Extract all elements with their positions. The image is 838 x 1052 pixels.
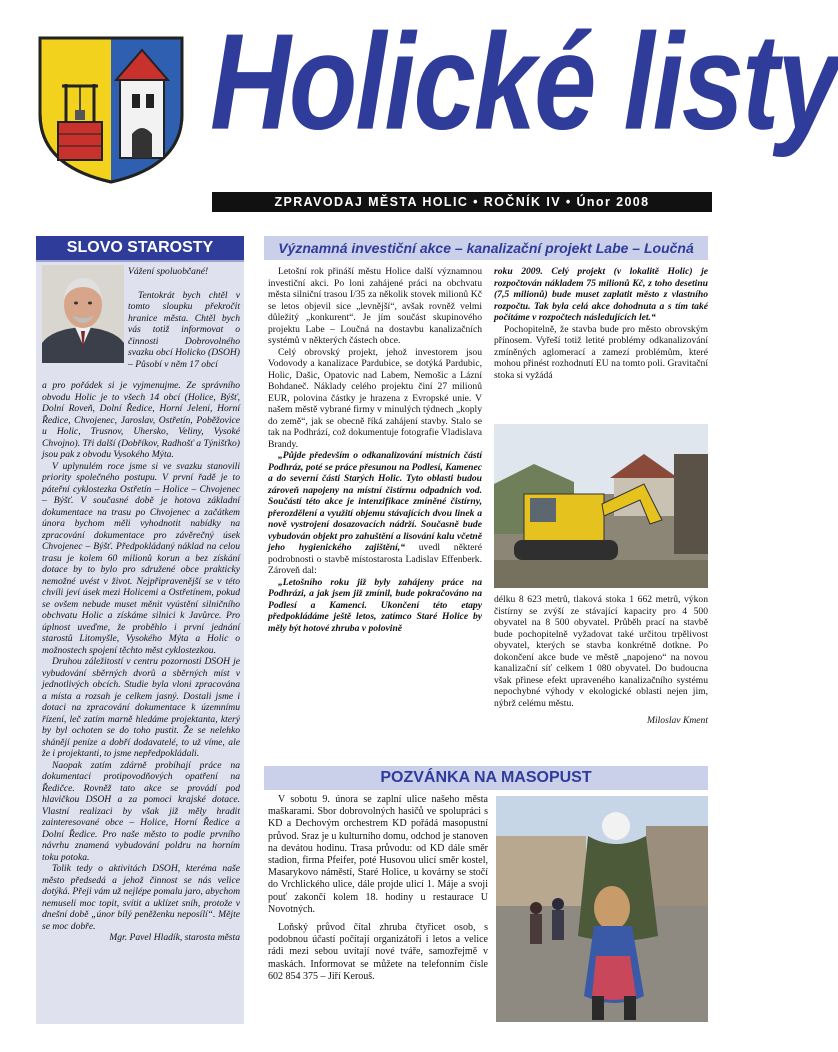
investice-quote-end: roku 2009. Celý projekt (v lokalitě Holic) je rozpočtován nákladem 75 milionů Kč, z toho desetinu (7,5 milionů) bude muset zaplatit město z vlastního rozpočtu. Tak byla celá akce dohodnuta a s tím také počítáme v rozpočtech následujících let.“ bbox=[494, 266, 708, 323]
masthead-title: Holické listy bbox=[210, 5, 838, 158]
investice-left-column bbox=[268, 266, 482, 634]
investice-quote-tail: uvedl některé podrobnosti o stavbě místostarosta Ladislav Effenberk. Zároveň dal: bbox=[268, 542, 482, 576]
slovo-greeting: Vážení spoluobčané! bbox=[128, 266, 209, 277]
slovo-paragraph: Tolik tedy o aktivitách DSOH, kteréma naše město předsedá a jehož činnost se nás velice dotýká. Přeji vám už nejlépe pomalu jaro, abychom nemuseli moc topit, svítit a uklízet sníh, protože v dnešní době „únor bílý peněženku neposílí“. Mějte se moc dobře. bbox=[42, 863, 240, 932]
masopust-photo bbox=[496, 796, 708, 1022]
masthead-subtitle-bar: ZPRAVODAJ MĚSTA HOLIC • ROČNÍK IV • Únor 2008 bbox=[212, 192, 712, 212]
investice-right-column bbox=[494, 266, 708, 381]
slovo-paragraph: Druhou záležitostí v centru pozornosti DSOH je vybudování sběrných dvorů a sběrných míst v jednotlivých obcích. Studie byla vloni zpracována a místa a rozsah je celkem jasný. Dostali jsme i dotaci na zpracování dokumentace k územnímu řízení, leč zatím marně hledáme projektanta, který by byl ochoten se do toho pustit. Že se nelehko shánějí peníze a dobří dodavatelé, to už víme, ale že i projektanti, to jsme nepředpokládali. bbox=[42, 656, 240, 759]
investice-quote-2: „Letošního roku již byly zahájeny práce na Podhrázi, a jak jsem již zmínil, bude pokračováno na Podlesí a Kamenci. Ukončení této etapy předpokládáme ještě letos, zatímco Staré Holice by měly být hotové zhruba v polovině bbox=[268, 576, 482, 634]
town-crest-icon bbox=[36, 34, 186, 184]
masopust-paragraph: Loňský průvod čítal zhruba čtyřicet osob, s podobnou účastí počítají organizátoři i letos a velice rádi mezi sebou uvítají nové tváře, samozřejmě v maskách. Informovat se můžete na telefonním čísle 602 854 375 – Jiří Kerouš. bbox=[268, 922, 488, 982]
section-heading-investice: Významná investiční akce – kanalizační projekt Labe – Loučná bbox=[264, 236, 708, 260]
slovo-paragraph: Naopak zatím zdárně probíhají práce na dokumentaci protipovodňových opatření na Ředičce. Rovněž tato akce se provádí pod hlavičkou DSOH a za pomoci krajské dotace. Vlastní realizaci by však již měly hradit zainteresované obce – Holice, Horní Ředice a Dolní Ředice. Pro naše město to podle prvního návrhu znamená vybudování poldru na horním toku potoka. bbox=[42, 759, 240, 863]
section-heading-masopust: POZVÁNKA NA MASOPUST bbox=[264, 766, 708, 790]
slovo-paragraph: V uplynulém roce jsme si ve svazku stanovili priority společného postupu. V první řadě je to páteřní cyklostezka Ostřetín – Holice – Chvojenec – Býšť. V současné době je hotova základní dokumentace na trasu po Chvojenec a začátkem února bychom měli vyhodnotit nabídky na zpracování dokumentace pro závěrečný úsek Chvojenec – Býšť. Předpokládaný náklad na celou trasu je kolem 60 milionů korun a bez získání dotace by to bylo pro sdružené obce prakticky nemožné uvést v život. Nejpřipravenější se v této chvíli jeví úsek mezi Holicemi a Ostřetínem, pokud se ovšem nebude muset měnit vyústění silničního obchvatu Holic a získáme silnici k Javůrce. Pro úplnost uveďme, že proběhlo i první jednání starostů Litomyšle, Vysokého Mýta a Holic o možnostech spojení těchto měst cyklostezkou. bbox=[42, 460, 240, 656]
slovo-intro-text: Tentokrát bych chtěl v tomto sloupku překročit hranice města. Chtěl bych vás totiž informovat o činnosti Dobrovolného svazku obcí Holicko (DSOH) – Působí v něm 17 obcí bbox=[128, 289, 240, 370]
slovo-paragraph: a pro pořádek si je vyjmenujme. Ze správního obvodu Holic je to všech 14 obcí (Holice, Býšť, Dolní Roveň, Dolní Ředice, Horní Jelení, Horní Ředice, Chvojenec, Jaroslav, Ostřetín, Poběžovice u Holic, Trusnov, Uhersko, Veliny, Vysoké Chvojno). Tři další (Dobříkov, Radhošť a Týnišťko) jsou pak z obvodu Vysokého Mýta. bbox=[42, 380, 240, 460]
section-heading-slovo-starosty: SLOVO STAROSTY bbox=[36, 236, 244, 262]
investice-quote: „Půjde především o odkanalizování místních částí Podhráz, poté se práce přesunou na Podlesí, Kamenec a do severní části Starých Holic. Tyto oblasti budou zároveň napojeny na místní čistírnu odpadních vod. Součástí této akce je intenzifikace zmíněné čistírny, přerozdělení a využití objemu stávajících dvou linek a nově vystrojení dosazovacích nádrží. Současně bude vybudován objekt pro zahuštění a lisování kalu včetně jeho hygienického zajištění,“ bbox=[268, 450, 482, 553]
mayor-portrait bbox=[42, 265, 124, 363]
excavator-photo bbox=[494, 424, 708, 588]
investice-right-column-bottom bbox=[494, 594, 708, 727]
masopust-paragraph: V sobotu 9. února se zaplní ulice našeho města maškarami. Sbor dobrovolných hasičů ve spolupráci s KD a Dechovým orchestrem KD pořádá masopustní průvod. Sraz je u kulturního domu, odchod je stanoven na devátou hodinu. Trasa průvodu: od KD dále směr stadion, firma Pfeifer, poté Husovou ulicí směr kostel, Masarykovo náměstí, Staré Holice, u kovárny se stočí do Vrchlického ulice, dále projde ulicí 1. Máje a svoji pouť zakončí kolem 18. hodiny u restaurace U Novotných. bbox=[268, 794, 488, 915]
investice-paragraph: délku 8 623 metrů, tlaková stoka 1 662 metrů, výkon čistírny se zvýší ze stávající kapacity pro 4 500 obyvatel na 8 500 obyvatel. Průběh prací na stavbě bude pochopitelně vyžadovat také určitou trpělivost obyvatel, kterých se stavba konkrétně dotkne. Po dokončení akce bude ve městě „napojeno“ na novou kanalizační síť celkem 1 080 obyvatel. Do budoucna však přinese efekt upraveného kanalizačního systému nepochybné výhody v ekologické oblasti nejen jim, nýbrž celému městu. bbox=[494, 594, 708, 709]
investice-paragraph: Celý obrovský projekt, jehož investorem jsou Vodovody a kanalizace Pardubice, se dotýká Pardubic, Holic, Dašic, Opatovic nad Labem, Nemošic a Lázní Bohdaneč. Náklady celého projektu činí 27 milionů EUR, polovina částky je hrazena z Evropské unie. V našem městě vybrané firmy v minulých týdnech „koply do země“, jak se obecně říká zahájení stavby. Stalo se tak na Podhrází, což dokumentuje fotografie Vladislava Brandy. bbox=[268, 346, 482, 450]
investice-paragraph: Letošní rok přináší městu Holice další významnou investiční akci. Po loni zahájené práci na obchvatu města silniční trasou I/35 za několik stovek milionů Kč se letos objevil sice „levnější“, avšak rovněž velmi důležitý „konkurent“. Je jím součást skupinového projektu Labe – Loučná na dostavbu kanalizačních systémů v některých částech obce. bbox=[268, 266, 482, 346]
slovo-intro bbox=[128, 266, 240, 370]
investice-author: Miloslav Kment bbox=[646, 715, 708, 726]
slovo-body bbox=[42, 380, 240, 944]
slovo-signature: Mgr. Pavel Hladík, starosta města bbox=[109, 932, 240, 943]
investice-paragraph: Pochopitelně, že stavba bude pro město obrovským přínosem. Vyřeší totiž letité problémy odkanalizování zmíněných aglomerací a zamezí problémům, které mohou přinést rozhodnutí EU na tomto poli. Gravitační stoka si vyžádá bbox=[494, 323, 708, 381]
masopust-text bbox=[268, 794, 488, 983]
